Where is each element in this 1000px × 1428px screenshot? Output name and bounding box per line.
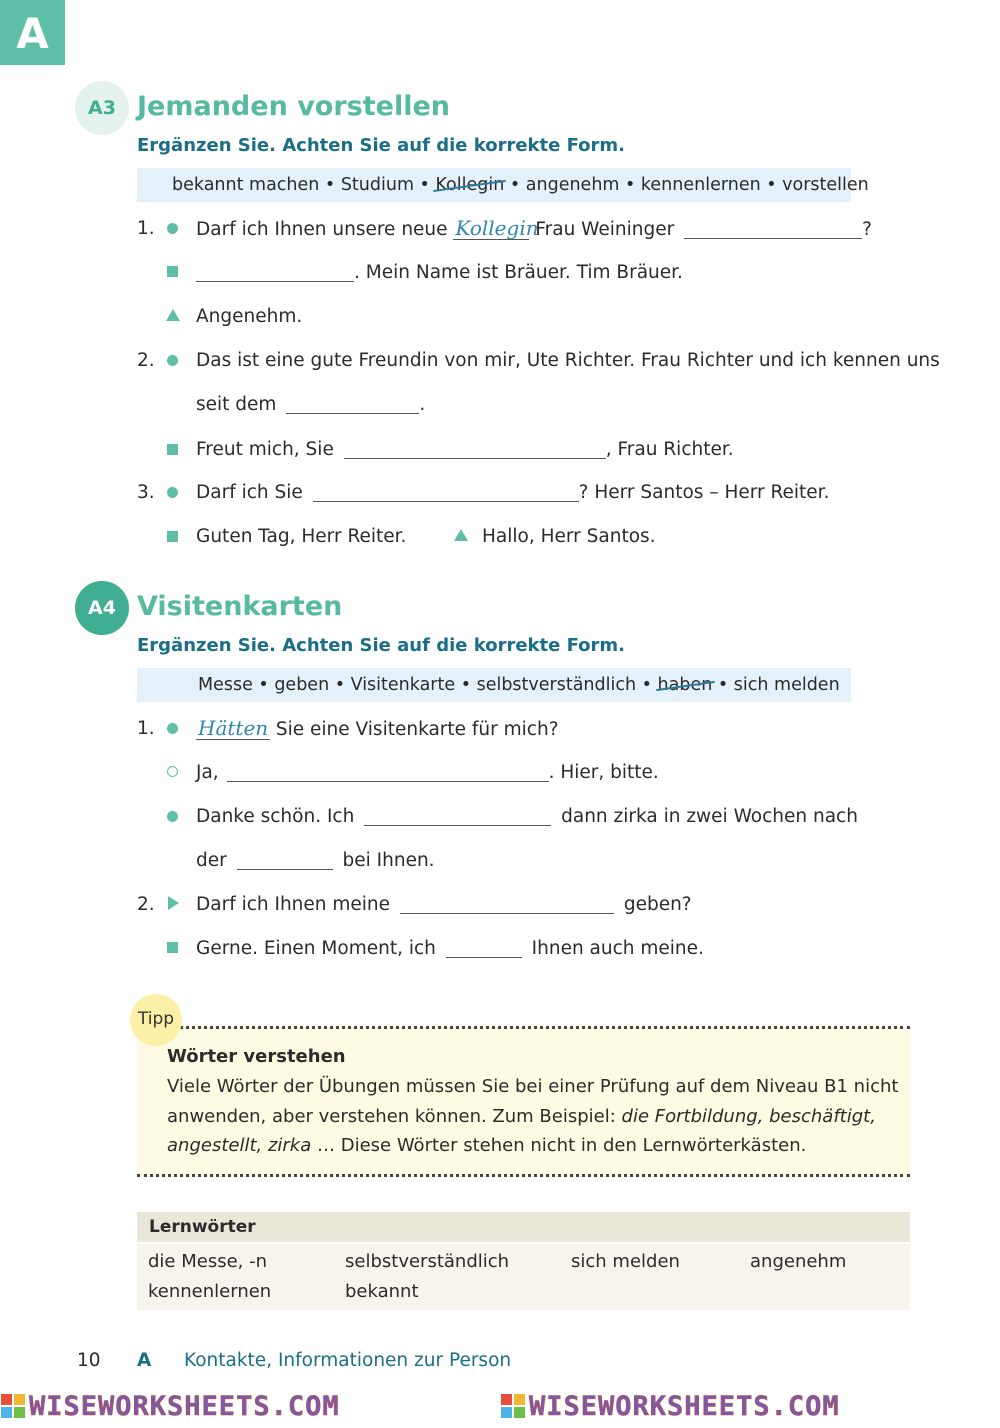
text: geben? bbox=[623, 894, 692, 915]
instruction-a3: Ergänzen Sie. Achten Sie auf die korrekte Form. bbox=[137, 135, 626, 156]
instruction-a4: Ergänzen Sie. Achten Sie auf die korrekte Form. bbox=[137, 635, 626, 656]
answer-blank[interactable] bbox=[400, 893, 614, 914]
footer-chapter: Kontakte, Informationen zur Person bbox=[184, 1350, 512, 1371]
watermark bbox=[500, 1391, 1000, 1422]
answer-blank[interactable] bbox=[286, 393, 419, 414]
text: . Mein Name ist Bräuer. Tim Bräuer. bbox=[354, 262, 683, 283]
text: anwenden, aber verstehen können. Zum Beispiel: bbox=[167, 1105, 622, 1127]
text: . Hier, bitte. bbox=[548, 762, 659, 783]
dialog-line bbox=[196, 761, 659, 785]
dialog-line bbox=[196, 481, 829, 505]
speaker-circle-icon bbox=[167, 811, 178, 822]
speaker-square-icon bbox=[167, 444, 178, 455]
text: ? bbox=[862, 219, 872, 240]
word-box-a3 bbox=[137, 168, 869, 202]
tipp-line bbox=[167, 1102, 902, 1132]
text: , Frau Richter. bbox=[605, 439, 734, 460]
watermark-logo-icon bbox=[500, 1393, 526, 1419]
dialog-line bbox=[196, 893, 692, 917]
text: Darf ich Ihnen meine bbox=[196, 894, 391, 915]
answer-blank[interactable] bbox=[344, 438, 606, 459]
speaker-square-icon bbox=[167, 266, 178, 277]
exercise-badge-a4: A4 bbox=[75, 581, 129, 635]
text: . bbox=[419, 394, 426, 415]
lernwort: sich melden bbox=[571, 1251, 680, 1272]
item-number: 2. bbox=[137, 350, 155, 371]
text: Freut mich, Sie bbox=[196, 439, 334, 460]
exercise-title-a3: Jemanden vorstellen bbox=[137, 91, 450, 122]
word-list-after: • sich melden bbox=[712, 675, 840, 695]
crossed-word: Kollegin bbox=[435, 168, 504, 202]
answer-blank[interactable] bbox=[446, 937, 522, 958]
item-number: 3. bbox=[137, 482, 155, 503]
speaker-square-icon bbox=[167, 942, 178, 953]
speaker-play-icon bbox=[168, 896, 179, 910]
answer-blank[interactable] bbox=[237, 849, 333, 870]
text: Ihnen auch meine. bbox=[531, 938, 704, 959]
text: bei Ihnen. bbox=[342, 850, 435, 871]
tipp-badge: Tipp bbox=[130, 994, 182, 1046]
text: Gerne. Einen Moment, ich bbox=[196, 938, 436, 959]
page-number: 10 bbox=[77, 1350, 101, 1371]
speaker-circle-icon bbox=[167, 355, 178, 366]
speaker-open-circle-icon bbox=[167, 766, 178, 777]
speaker-triangle-icon bbox=[166, 309, 180, 321]
item-number: 1. bbox=[137, 718, 155, 739]
example-answer: Hätten bbox=[198, 716, 269, 740]
italic-examples: angestellt, zirka bbox=[167, 1135, 312, 1156]
example-answer: Kollegin bbox=[455, 216, 539, 240]
lernwort: angenehm bbox=[750, 1251, 847, 1272]
answer-blank[interactable] bbox=[196, 261, 354, 282]
text: Sie eine Visitenkarte für mich? bbox=[275, 719, 559, 740]
watermark-strip bbox=[0, 1391, 1000, 1428]
text: … Diese Wörter stehen nicht in den Lernwörterkästen. bbox=[311, 1135, 807, 1156]
dialog-line: Das ist eine gute Freundin von mir, Ute Richter. Frau Richter und ich kennen uns bbox=[196, 350, 940, 371]
word-list-before: bekannt machen • Studium • bbox=[172, 175, 436, 195]
speaker-triangle-icon bbox=[454, 529, 468, 541]
dialog-line bbox=[196, 805, 858, 829]
tipp-line bbox=[167, 1131, 902, 1161]
exercise-badge-a3: A3 bbox=[75, 81, 129, 135]
speaker-square-icon bbox=[167, 531, 178, 542]
text: dann zirka in zwei Wochen nach bbox=[561, 806, 858, 827]
watermark-text: WISEWORKSHEETS.COM bbox=[29, 1391, 340, 1422]
watermark bbox=[0, 1391, 500, 1422]
speaker-circle-icon bbox=[167, 723, 178, 734]
word-box-a4 bbox=[137, 668, 851, 702]
answer-blank[interactable] bbox=[313, 481, 579, 502]
tipp-text bbox=[167, 1072, 902, 1161]
crossed-word: haben bbox=[658, 668, 713, 702]
exercise-title-a4: Visitenkarten bbox=[137, 591, 343, 622]
word-list-before: Messe • geben • Visitenkarte • selbstverständlich • bbox=[198, 675, 658, 695]
watermark-text: WISEWORKSHEETS.COM bbox=[529, 1391, 840, 1422]
dialog-line bbox=[196, 438, 734, 462]
text: Darf ich Sie bbox=[196, 482, 303, 503]
dialog-line bbox=[196, 717, 559, 742]
item-number: 1. bbox=[137, 218, 155, 239]
text: seit dem bbox=[196, 394, 277, 415]
item-number: 2. bbox=[137, 894, 155, 915]
word-list-after: • angenehm • kennenlernen • vorstellen bbox=[504, 175, 869, 195]
lernwort: selbstverständlich bbox=[345, 1251, 510, 1272]
dialog-line: Guten Tag, Herr Reiter. bbox=[196, 526, 407, 547]
italic-examples: die Fortbildung, beschäftigt, bbox=[621, 1105, 876, 1127]
text: Frau Weininger bbox=[535, 219, 675, 240]
text: ? Herr Santos – Herr Reiter. bbox=[578, 482, 830, 503]
dialog-line bbox=[196, 261, 683, 285]
tipp-title: Wörter verstehen bbox=[167, 1046, 346, 1067]
dialog-line bbox=[196, 217, 872, 242]
dialog-line: Angenehm. bbox=[196, 306, 303, 327]
dialog-line bbox=[196, 393, 425, 417]
text: Darf ich Ihnen unsere neue bbox=[196, 219, 448, 240]
tipp-line: Viele Wörter der Übungen müssen Sie bei einer Prüfung auf dem Niveau B1 nicht bbox=[167, 1076, 899, 1097]
dialog-line: Hallo, Herr Santos. bbox=[482, 526, 656, 547]
lernwort: kennenlernen bbox=[148, 1281, 272, 1302]
dialog-line bbox=[196, 849, 435, 873]
lernwort: bekannt bbox=[345, 1281, 419, 1302]
chapter-letter-tab: A bbox=[0, 0, 65, 65]
text: Ja, bbox=[196, 762, 219, 783]
text: der bbox=[196, 850, 227, 871]
watermark-logo-icon bbox=[0, 1393, 26, 1419]
text: Danke schön. Ich bbox=[196, 806, 355, 827]
speaker-circle-icon bbox=[167, 223, 178, 234]
lernwoerter-header: Lernwörter bbox=[137, 1212, 910, 1242]
answer-blank[interactable] bbox=[227, 761, 549, 782]
answer-blank[interactable] bbox=[684, 218, 862, 239]
lernwort: die Messe, -n bbox=[148, 1251, 268, 1272]
speaker-circle-icon bbox=[167, 487, 178, 498]
answer-blank[interactable] bbox=[364, 805, 551, 826]
dialog-line bbox=[196, 937, 704, 961]
footer-section: A bbox=[137, 1350, 152, 1371]
